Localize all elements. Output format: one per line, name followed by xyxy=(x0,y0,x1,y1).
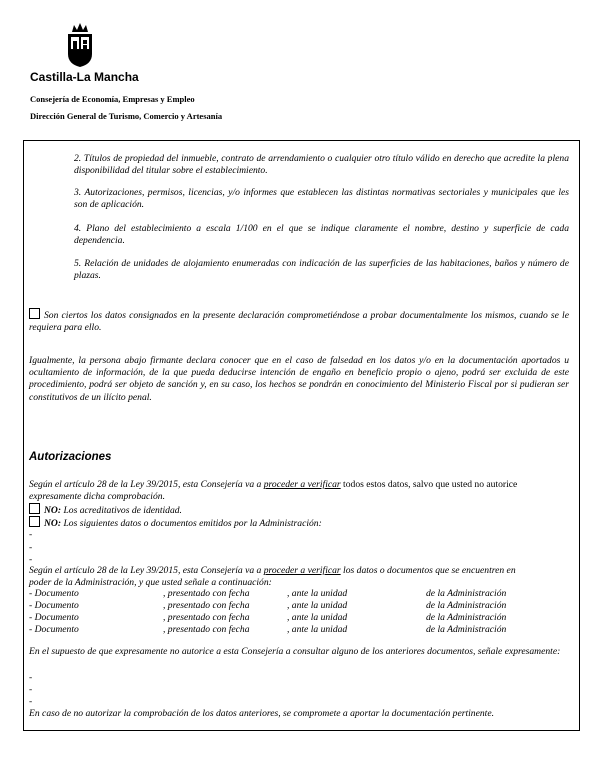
verification-paragraph-line: Según el artículo 28 de la Ley 39/2015, esta Consejería va a proceder a verificar los datos o documentos que se encuentren en xyxy=(29,565,516,576)
declaration-text: Son ciertos los datos consignados en la presente declaración comprometiéndose a probar documentalmente los mismos, cuando se le requiera para ello. xyxy=(29,310,569,334)
document-row[interactable]: - Documento , presentado con fecha , ante la unidad de la Administración xyxy=(29,600,507,611)
verify-link: proceder a verificar xyxy=(263,565,341,576)
no-documents-checkbox[interactable] xyxy=(29,516,40,527)
list-item: 5. Relación de unidades de alojamiento enumeradas con indicación de las superficies de las habitaciones, baños y número de plazas. xyxy=(74,258,569,282)
list-item: 4. Plano del establecimiento a escala 1/100 en el que se indique claramente el nombre, destino y superficie de cada dependencia. xyxy=(74,223,569,247)
document-row[interactable]: - Documento , presentado con fecha , ante la unidad de la Administración xyxy=(29,624,507,635)
castilla-la-mancha-logo xyxy=(30,22,139,84)
no-identity-checkbox[interactable] xyxy=(29,503,40,514)
falsedad-paragraph: Igualmente, la persona abajo firmante declara conocer que en el caso de falsedad en los datos y/o en la documentación aportados u ocultamiento de información, de la que pueda deducirse intención de engaño en beneficio propio o ajeno, podrá ser excluida de este procedimiento, podrá ser objeto de sanción y, en su caso, los hechos se pondrán en conocimiento del Ministerio Fiscal por si pudieran ser constitutivos de un ilícito penal. xyxy=(29,355,569,403)
list-item: 2. Títulos de propiedad del inmueble, contrato de arrendamiento o cualquier otro título válido en derecho que acredite la plena disponibilidad del titular sobre el establecimiento. xyxy=(74,153,569,177)
verify-link: proceder a verificar xyxy=(263,479,341,490)
form-frame xyxy=(23,140,580,731)
blank-entry-line[interactable]: - xyxy=(29,684,33,695)
declaration-row xyxy=(29,308,569,334)
blank-entry-line[interactable]: - xyxy=(29,696,33,707)
blank-entry-line[interactable]: - xyxy=(29,542,33,553)
closing-paragraph: En caso de no autorizar la comprobación de los datos anteriores, se compromete a aportar la documentación pertinente. xyxy=(29,708,494,719)
document-row[interactable]: - Documento , presentado con fecha , ante la unidad de la Administración xyxy=(29,588,507,599)
blank-entry-line[interactable]: - xyxy=(29,554,33,565)
document-row[interactable]: - Documento , presentado con fecha , ante la unidad de la Administración xyxy=(29,612,507,623)
directorate-name: Dirección General de Turismo, Comercio y Artesanía xyxy=(30,111,223,121)
list-item: 3. Autorizaciones, permisos, licencias, y/o informes que establecen las distintas normativas sectoriales y municipales que les son de aplicación. xyxy=(74,187,569,211)
verification-paragraph-line: poder de la Administración, y que usted señale a continuación: xyxy=(29,577,272,588)
blank-entry-line[interactable]: - xyxy=(29,672,33,683)
no-identity-row: NO: Los acreditativos de identidad. xyxy=(29,503,182,517)
verification-paragraph-line: expresamente dicha comprobación. xyxy=(29,491,165,502)
consult-paragraph: En el supuesto de que expresamente no autorice a esta Consejería a consultar alguno de los anteriores documentos, señale expresamente: xyxy=(29,646,561,657)
verification-paragraph-line: Según el artículo 28 de la Ley 39/2015, esta Consejería va a proceder a verificar todos estos datos, salvo que usted no autorice xyxy=(29,479,518,490)
no-documents-row: NO: Los siguientes datos o documentos emitidos por la Administración: xyxy=(29,516,322,530)
brand-name: Castilla-La Mancha xyxy=(30,70,139,84)
department-name: Consejería de Economía, Empresas y Empleo xyxy=(30,94,195,104)
coat-of-arms-icon xyxy=(60,22,100,68)
declaration-checkbox[interactable] xyxy=(29,308,40,319)
section-heading: Autorizaciones xyxy=(29,451,112,463)
blank-entry-line[interactable]: - xyxy=(29,529,33,540)
